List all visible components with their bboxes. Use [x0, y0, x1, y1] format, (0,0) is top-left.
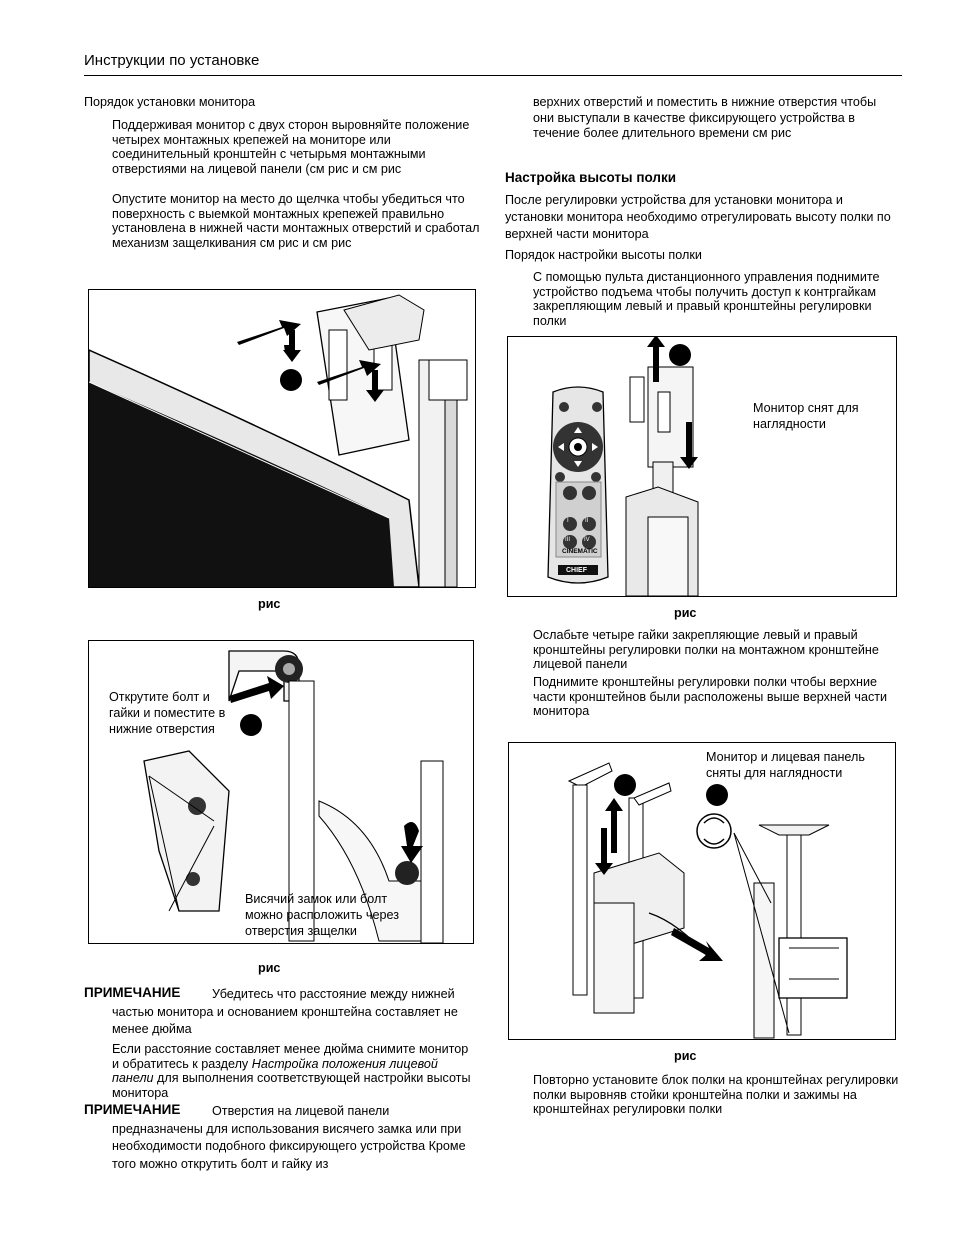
- install-step-1: Поддерживая монитор с двух сторон выровняйте положение четырех монтажных крепежей на мониторе или соединительный кронштейн с четырьмя монтажными отверстиями на лицевой панели (см рис и см рис: [112, 118, 470, 176]
- shelf-step-1: С помощью пульта дистанционного управления поднимите устройство подъема чтобы получить доступ к контргайкам закрепляющим левый и правый кронштейны регулировки полки: [533, 270, 880, 328]
- figure-3-caption: рис: [674, 606, 697, 620]
- figure-2-caption: рис: [258, 961, 281, 975]
- shelf-intro: После регулировки устройства для установки монитора и установки монитора необходимо отрегулировать высоту полки по верхней части монитора: [505, 193, 891, 241]
- remote-button-3: III: [565, 537, 571, 543]
- figure-3-remote-lift: [507, 336, 897, 597]
- note-1-heading: ПРИМЕЧАНИЕ: [84, 985, 181, 1000]
- header-rule: [84, 75, 902, 76]
- figure-2-label-bottom: Висячий замок или болт можно расположить через отверстия защелки: [245, 892, 399, 938]
- figure-4-shelf-brackets: [508, 742, 896, 1040]
- shelf-order-title: Порядок настройки высоты полки: [505, 248, 702, 262]
- figure-2-label-top: Открутите болт и гайки и поместите в нижние отверстия: [109, 690, 226, 736]
- remote-button-2: II: [585, 518, 589, 524]
- page-header-title: Инструкции по установке: [84, 52, 260, 69]
- figure-4-illustration: [509, 743, 895, 1039]
- figure-1-monitor-mount: [88, 289, 476, 588]
- figure-4-caption: рис: [674, 1049, 697, 1063]
- remote-button-1: I: [567, 518, 569, 524]
- figure-1-illustration: [89, 290, 475, 587]
- shelf-height-heading: Настройка высоты полки: [505, 170, 677, 185]
- remote-brand: CINEMATIC: [562, 548, 598, 555]
- install-order-title: Порядок установки монитора: [84, 95, 256, 109]
- note-1-paragraph-link: Настройка положения лицевой панели: [112, 1056, 438, 1086]
- shelf-step-4: Повторно установите блок полки на кронштейнах регулировки полки выровняв стойки кронштейна полки и зажимы на кронштейнах регулировки полки: [533, 1073, 899, 1117]
- install-step-2: Опустите монитор на место до щелчка чтобы убедиться что поверхность с выемкой монтажных крепежей правильно установлена в нижней части монтажных отверстий и сработал механизм защелкивания см рис и см рис: [112, 192, 480, 250]
- note-1-paragraph-b: для выполнения соответствующей настройки высоты монитора: [112, 1071, 471, 1100]
- figure-4-label: Монитор и лицевая панель сняты для наглядности: [706, 750, 865, 780]
- figure-3-label: Монитор снят для наглядности: [753, 401, 859, 431]
- note-2-text: Отверстия на лицевой панели предназначены для использования висячего замка или при необходимости подобного фиксирующего устройства Кроме того можно открутить болт и гайку из: [112, 1104, 466, 1171]
- remote-button-4: IV: [584, 537, 590, 543]
- shelf-step-3: Поднимите кронштейны регулировки полки чтобы верхние части кронштейнов были расположены выше верхней части монитора: [533, 675, 888, 719]
- note-1-paragraph-a: Если расстояние составляет менее дюйма снимите монитор и обратитесь к разделу: [112, 1042, 469, 1071]
- figure-1-caption: рис: [258, 597, 281, 611]
- shelf-step-2: Ослабьте четыре гайки закрепляющие левый и правый кронштейны регулировки полки на монтажном кронштейне лицевой панели: [533, 628, 879, 672]
- note-1-text: Убедитесь что расстояние между нижней частью монитора и основанием кронштейна составляет не менее дюйма: [112, 987, 458, 1036]
- remote-logo: CHIEF: [566, 567, 587, 574]
- note-1-paragraph: [112, 1042, 478, 1100]
- note-2-heading: ПРИМЕЧАНИЕ: [84, 1102, 181, 1117]
- continued-text: верхних отверстий и поместить в нижние отверстия чтобы они выступали в качестве фиксирующего устройства в течение более длительного времени см рис: [533, 95, 877, 140]
- figure-3-illustration: [508, 337, 896, 596]
